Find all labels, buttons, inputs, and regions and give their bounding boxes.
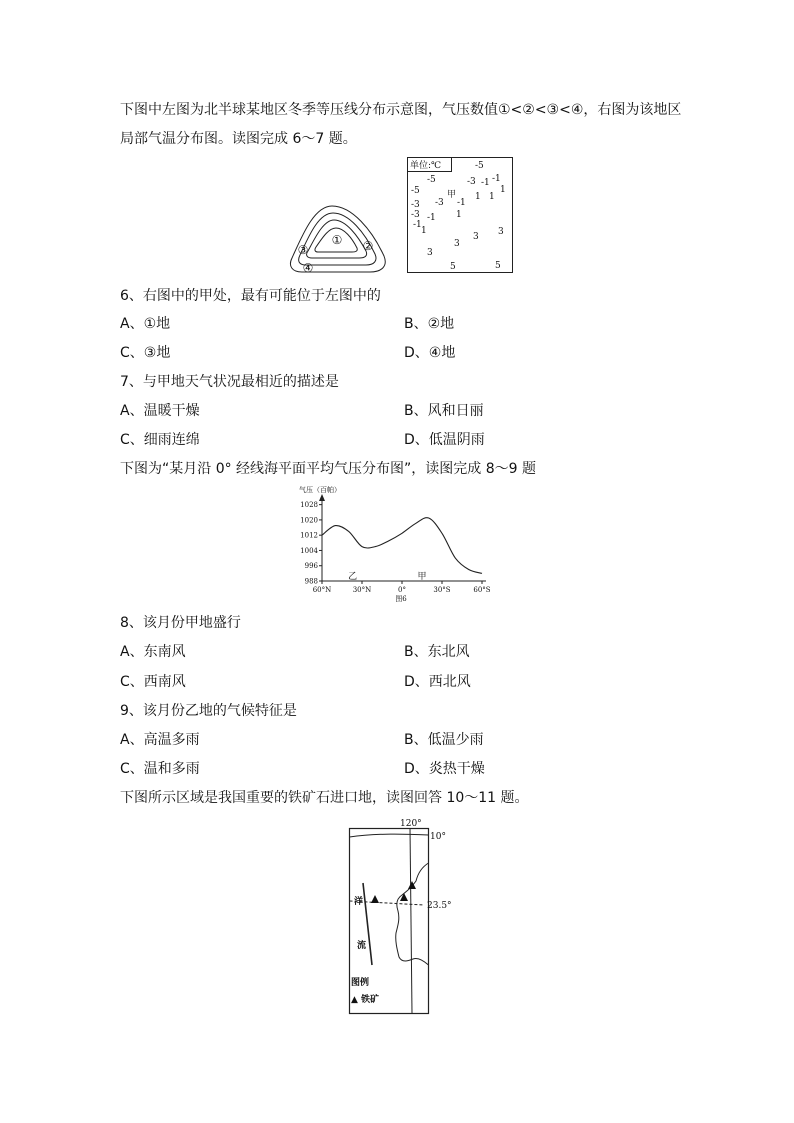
intro-line-1: 下图中左图为北半球某地区冬季等压线分布示意图，气压数值①<②<③<④，右图为该地区 bbox=[120, 102, 682, 118]
q8-option-b[interactable]: B、东北风 bbox=[404, 644, 470, 660]
isobar-label-2: ② bbox=[362, 239, 374, 253]
y-tick-label: 996 bbox=[304, 562, 318, 571]
q6-stem: 6、右图中的甲处，最有可能位于左图中的 bbox=[120, 288, 381, 304]
q7-option-c[interactable]: C、细雨连绵 bbox=[120, 432, 200, 448]
temp-value: -5 bbox=[427, 175, 436, 185]
temp-value: -1 bbox=[492, 174, 501, 184]
chart-annotation: 甲 bbox=[417, 572, 427, 582]
lon-label: 120° bbox=[400, 819, 422, 829]
isobar-label-3: ③ bbox=[297, 243, 309, 257]
q7-stem: 7、与甲地天气状况最相近的描述是 bbox=[120, 374, 339, 390]
y-tick-label: 1012 bbox=[300, 531, 318, 540]
q9-stem: 9、该月份乙地的气候特征是 bbox=[120, 703, 297, 719]
q6-option-b[interactable]: B、②地 bbox=[404, 316, 455, 332]
temp-value: -3 bbox=[467, 177, 476, 187]
temp-value: 1 bbox=[475, 192, 481, 202]
temp-value: -3 bbox=[411, 200, 420, 210]
chart-annotation: 乙 bbox=[348, 572, 358, 582]
q8-option-a[interactable]: A、东南风 bbox=[120, 644, 186, 660]
temp-value: 5 bbox=[495, 261, 501, 271]
temp-value: -5 bbox=[411, 186, 420, 196]
temp-value: 1 bbox=[421, 226, 427, 236]
y-tick-label: 988 bbox=[304, 577, 318, 586]
q9-option-c[interactable]: C、温和多雨 bbox=[120, 761, 200, 777]
intro-2: 下图为“某月沿 0° 经线海平面平均气压分布图”，读图完成 8～9 题 bbox=[120, 461, 537, 477]
current-label-1: 洋 bbox=[354, 897, 364, 907]
intro-3: 下图所示区域是我国重要的铁矿石进口地，读图回答 10～11 题。 bbox=[120, 790, 529, 806]
q6-option-c[interactable]: C、③地 bbox=[120, 345, 171, 361]
temp-value: 1 bbox=[456, 210, 462, 220]
isobar-figure bbox=[286, 200, 386, 276]
temp-value: 3 bbox=[454, 239, 460, 249]
temp-value: -3 bbox=[411, 210, 420, 220]
lat-tropic-label: 23.5° bbox=[427, 901, 452, 911]
y-tick-label: 1020 bbox=[300, 516, 318, 525]
legend-title: 图例 bbox=[351, 978, 370, 988]
pressure-chart bbox=[296, 481, 496, 607]
chart-ylabel: 气压（百帕） bbox=[299, 486, 341, 494]
pressure-series-line bbox=[322, 518, 482, 574]
temp-value: -3 bbox=[435, 198, 444, 208]
q9-option-a[interactable]: A、高温多雨 bbox=[120, 732, 200, 748]
temp-value: 1 bbox=[500, 185, 506, 195]
q7-option-d[interactable]: D、低温阴雨 bbox=[404, 432, 485, 448]
x-tick-label: 0° bbox=[398, 586, 406, 594]
x-tick-label: 60°N bbox=[312, 586, 332, 594]
q7-option-b[interactable]: B、风和日丽 bbox=[404, 403, 484, 419]
y-tick-label: 1028 bbox=[300, 501, 318, 510]
temp-value: -5 bbox=[475, 161, 484, 171]
temp-value: 3 bbox=[473, 232, 479, 242]
temp-value: -1 bbox=[413, 220, 422, 230]
q8-option-c[interactable]: C、西南风 bbox=[120, 674, 186, 690]
isobar-label-4: ④ bbox=[302, 261, 314, 275]
legend-item: ▲ 铁矿 bbox=[351, 995, 380, 1005]
x-tick-label: 60°S bbox=[473, 586, 491, 594]
y-axis-arrow bbox=[319, 494, 325, 501]
q8-stem: 8、该月份甲地盛行 bbox=[120, 615, 241, 631]
temp-unit: 单位:℃ bbox=[410, 161, 442, 171]
temp-value: 甲 bbox=[447, 190, 457, 200]
q9-option-b[interactable]: B、低温少雨 bbox=[404, 732, 484, 748]
temp-value: 5 bbox=[450, 262, 456, 272]
intro-line-2: 局部气温分布图。读图完成 6～7 题。 bbox=[120, 131, 357, 147]
q9-option-d[interactable]: D、炎热干燥 bbox=[404, 761, 485, 777]
y-tick-label: 1004 bbox=[300, 546, 318, 555]
temperature-map bbox=[407, 157, 513, 273]
iron-ore-map bbox=[346, 815, 456, 1017]
isobar-label-1: ① bbox=[331, 233, 343, 247]
x-tick-label: 30°S bbox=[433, 586, 451, 594]
q6-option-d[interactable]: D、④地 bbox=[404, 345, 456, 361]
temp-value: 3 bbox=[498, 227, 504, 237]
q8-option-d[interactable]: D、西北风 bbox=[404, 674, 471, 690]
chart-caption: 图6 bbox=[395, 595, 407, 603]
q6-option-a[interactable]: A、①地 bbox=[120, 316, 171, 332]
lat-top-label: 10° bbox=[430, 832, 446, 842]
temp-value: 1 bbox=[489, 192, 495, 202]
x-tick-label: 30°N bbox=[352, 586, 372, 594]
temp-value: -1 bbox=[427, 213, 436, 223]
temp-value: 3 bbox=[427, 248, 433, 258]
q7-option-a[interactable]: A、温暖干燥 bbox=[120, 403, 200, 419]
temp-value: -1 bbox=[457, 198, 466, 208]
temp-value: -1 bbox=[481, 178, 490, 188]
current-label-2: 流 bbox=[357, 941, 367, 951]
